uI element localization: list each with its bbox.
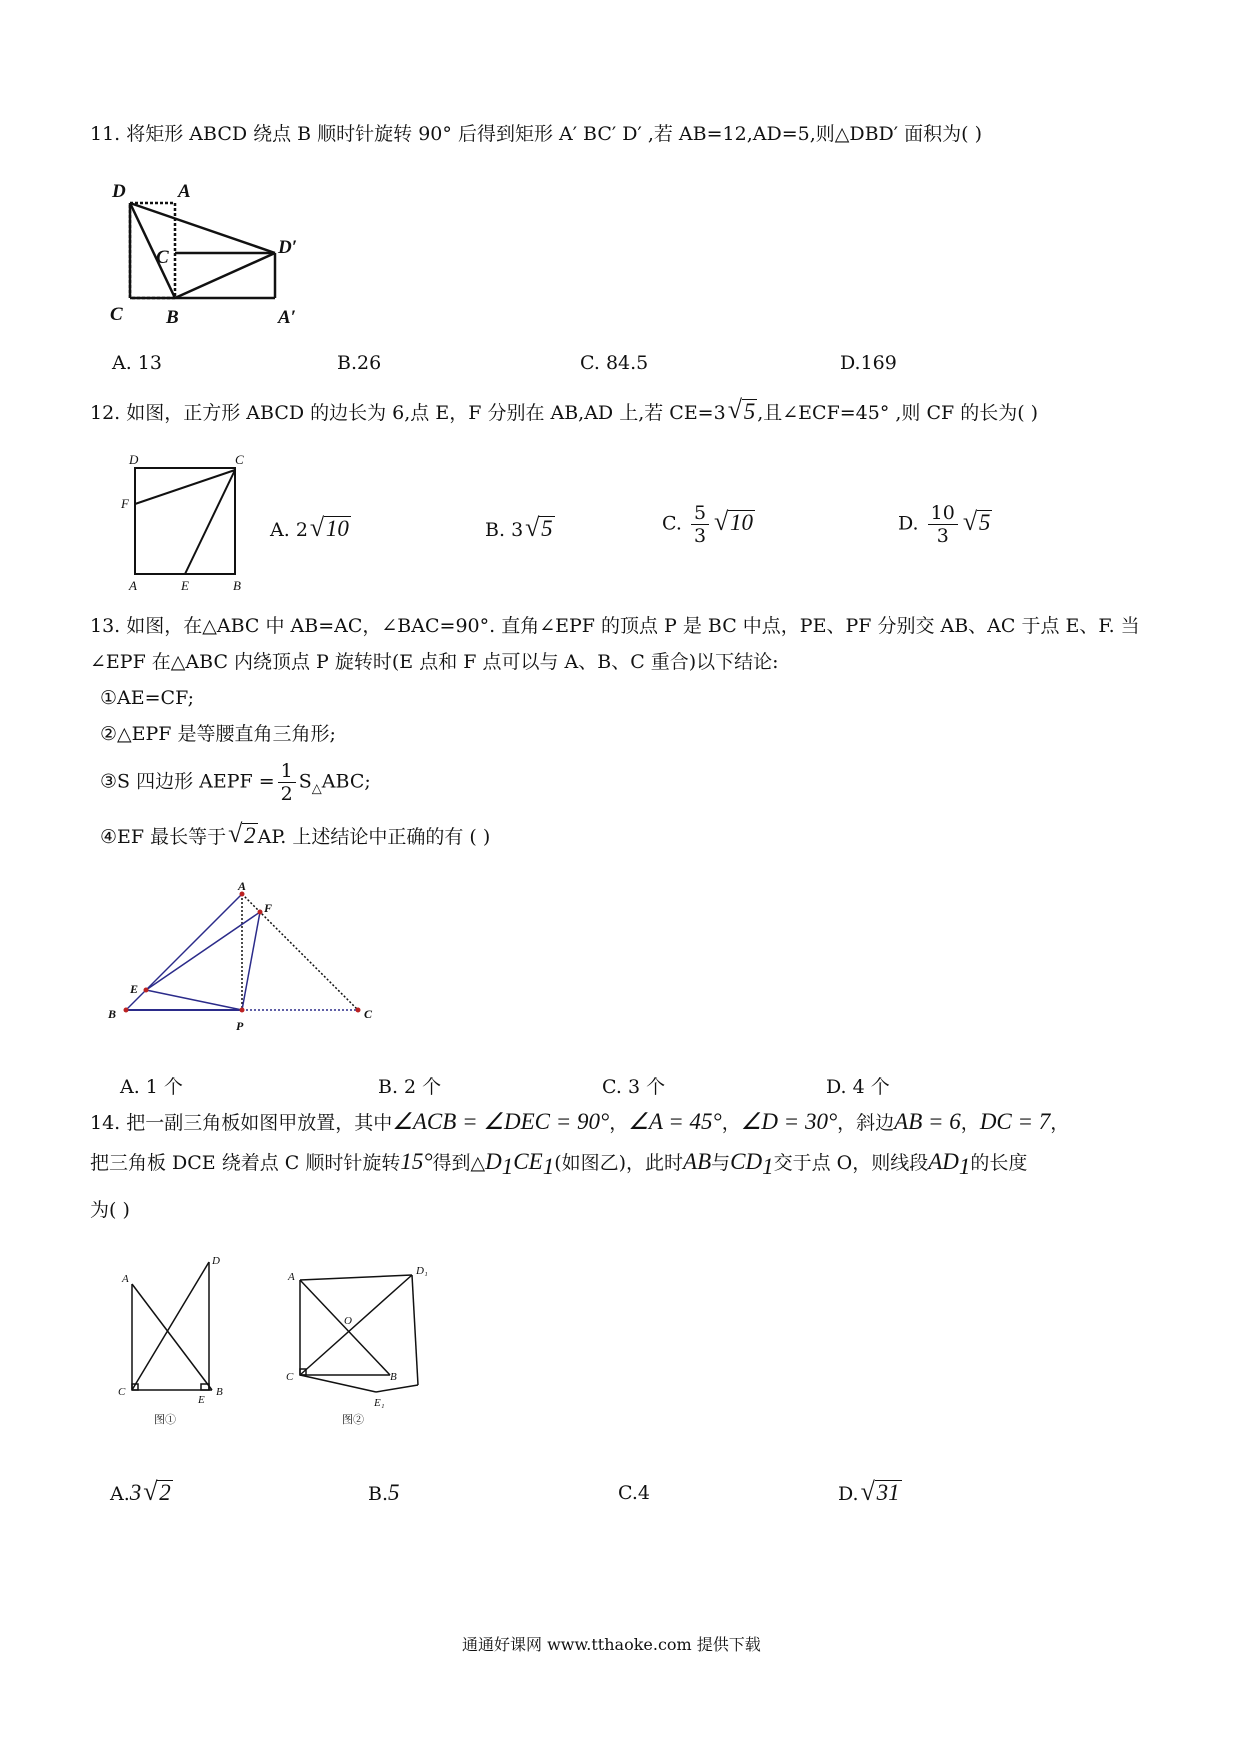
- q11-option-d[interactable]: D.169: [840, 352, 897, 374]
- q13-c3-pre: ③S 四边形 AEPF =: [100, 770, 275, 793]
- q12-label-D: D: [129, 452, 139, 467]
- q11-label-A: A: [178, 181, 191, 202]
- q14-option-c[interactable]: C.4: [618, 1482, 650, 1504]
- q14-l2-d: 交于点 O，则线段: [773, 1152, 929, 1174]
- q14-fig1-label-C: C: [118, 1386, 126, 1398]
- page-footer: 通通好课网 www.tthaoke.com 提供下载: [462, 1635, 761, 1654]
- q12-option-b-rad: 5: [541, 516, 553, 541]
- q11-label-B: B: [166, 307, 179, 328]
- q12-option-a-rad: 10: [325, 516, 349, 541]
- q14-fig1-label-E: E: [198, 1394, 205, 1406]
- q13-figure: [100, 880, 390, 1040]
- q14-l1-ab: AB = 6: [894, 1109, 961, 1134]
- q13-c4-post: AP. 上述结论中正确的有 ( ): [257, 826, 491, 848]
- q14-fig2-label-C: C: [286, 1371, 294, 1383]
- q12-label-F: F: [121, 496, 129, 511]
- q14-fig2-label-D1: D₁: [416, 1265, 428, 1277]
- q12-option-c-rad: 10: [730, 509, 754, 535]
- q13-option-b[interactable]: B. 2 个: [378, 1076, 442, 1098]
- q14-option-d-sqrt: √ 31: [860, 1477, 900, 1506]
- q12-option-b-coef: 3: [511, 519, 524, 541]
- q13-conclusion-1: ①AE=CF;: [100, 687, 194, 709]
- q13-c3-num: 1: [278, 760, 296, 783]
- q12-option-d-num: 10: [928, 502, 958, 525]
- q12-option-b[interactable]: [485, 513, 555, 542]
- q12-option-c-fraction: [691, 502, 709, 547]
- q14-l2-deg: 15°: [400, 1149, 433, 1174]
- q12-option-d-rad: 5: [978, 509, 991, 535]
- q12-option-a[interactable]: [270, 513, 351, 542]
- q13-label-C: C: [364, 1007, 373, 1021]
- q12-stem-part2: ,且∠ECF=45° ,则 CF 的长为( ): [757, 402, 1039, 424]
- q12-option-c-label: C.: [662, 512, 682, 535]
- q13-option-c[interactable]: C. 3 个: [602, 1076, 666, 1098]
- q11-stem: 11. 将矩形 ABCD 绕点 B 顺时针旋转 90° 后得到矩形 A′ BC′ D′ ,若 AB=12,AD=5,则△DBD′ 面积为( ): [90, 123, 983, 145]
- q14-option-b-val: 5: [388, 1480, 400, 1505]
- q14-l2-tri-sub2: 1: [542, 1153, 555, 1179]
- q12-option-d-label: D.: [898, 512, 919, 535]
- q13-c3-sub: △: [311, 781, 322, 797]
- q14-fig1-label-D: D: [212, 1255, 220, 1267]
- q13-c3-s: S: [298, 770, 312, 793]
- q13-conclusion-2: ②△EPF 是等腰直角三角形;: [100, 723, 336, 745]
- q13-c4-rad: 2: [244, 823, 256, 848]
- q14-l2-tri-ce: CE: [513, 1149, 543, 1174]
- q12-figure: [115, 450, 255, 595]
- q14-stem-line2: [90, 1148, 1027, 1181]
- q14-l2-cd-sub: 1: [762, 1153, 774, 1179]
- q14-figure-2: [282, 1250, 442, 1430]
- q12-stem: [90, 395, 1039, 427]
- q12-label-C: C: [235, 452, 244, 467]
- q13-c3-fraction: [278, 760, 296, 805]
- q12-sqrt-arg: 5: [743, 399, 756, 424]
- q14-fig2-caption: 图②: [342, 1414, 364, 1426]
- q14-comma-3: ，: [960, 1112, 980, 1134]
- q14-fig2-label-O: O: [344, 1315, 352, 1327]
- q14-l2-tri-d: D: [485, 1149, 502, 1174]
- q11-option-a[interactable]: A. 13: [112, 352, 162, 374]
- q14-l2-cd: CD: [730, 1149, 763, 1174]
- q12-option-c-sqrt: √ 10: [714, 506, 754, 536]
- q14-option-a-sqrt: √ 2: [143, 1477, 171, 1506]
- q12-option-b-label: B.: [485, 519, 506, 541]
- q13-stem-line2: ∠EPF 在△ABC 内绕顶点 P 旋转时(E 点和 F 点可以与 A、B、C 重合)以下结论:: [90, 651, 779, 673]
- q14-l2-ad-sub: 1: [958, 1153, 971, 1179]
- q13-conclusion-4: [100, 819, 491, 851]
- q13-label-P: P: [236, 1019, 244, 1033]
- q14-stem-line1: [90, 1108, 1069, 1137]
- q14-option-a-label: A.: [110, 1483, 130, 1505]
- q14-fig2-label-E1: E₁: [374, 1397, 385, 1409]
- q12-stem-part1: 12. 如图，正方形 ABCD 的边长为 6,点 E，F 分别在 AB,AD 上,若 CE=3: [90, 402, 726, 424]
- q14-fig1-label-A: A: [122, 1273, 129, 1285]
- q14-l1-angle-a: ∠A = 45°: [628, 1109, 722, 1134]
- q12-option-d-fraction: [928, 502, 958, 547]
- q12-label-E: E: [181, 578, 189, 593]
- q12-option-d[interactable]: [898, 502, 992, 547]
- q14-l1-mid: ，斜边: [837, 1112, 895, 1134]
- q12-option-c-num: 5: [691, 502, 709, 525]
- q14-option-b-label: B.: [368, 1483, 389, 1505]
- q14-l2-tri-sub1: 1: [501, 1153, 514, 1179]
- q13-c3-end: ABC;: [321, 770, 371, 793]
- q13-stem-line1: 13. 如图，在△ABC 中 AB=AC，∠BAC=90°. 直角∠EPF 的顶点 P 是 BC 中点，PE、PF 分别交 AB、AC 于点 E、F. 当: [90, 615, 1140, 637]
- q13-conclusion-3: [100, 760, 371, 805]
- q12-option-a-sqrt: √ 10: [309, 513, 349, 542]
- q14-fig1-label-B: B: [216, 1386, 223, 1398]
- q13-label-F: F: [264, 901, 273, 915]
- q12-sqrt: √ 5: [727, 395, 756, 424]
- q14-l1-angle-d: ∠D = 30°: [740, 1109, 838, 1134]
- q11-label-D: D: [112, 181, 126, 202]
- q14-fig2-label-B: B: [390, 1371, 397, 1383]
- q14-option-d[interactable]: [838, 1477, 902, 1506]
- q13-c3-den: 2: [280, 783, 293, 805]
- q14-option-a[interactable]: [110, 1477, 173, 1506]
- q11-label-C: C: [110, 304, 123, 325]
- q14-option-b[interactable]: [368, 1480, 400, 1506]
- q14-option-d-label: D.: [838, 1483, 859, 1505]
- q14-option-a-rad: 2: [159, 1480, 171, 1505]
- q12-option-d-den: 3: [936, 525, 949, 547]
- q14-l2-ab: AB: [683, 1149, 712, 1174]
- q12-label-B: B: [233, 578, 241, 593]
- q13-option-a[interactable]: A. 1 个: [120, 1076, 183, 1098]
- q14-l2-e: 的长度: [970, 1152, 1028, 1174]
- q14-l1-pre: 14. 把一副三角板如图甲放置，其中: [90, 1112, 393, 1134]
- q14-fig1-caption: 图①: [154, 1414, 176, 1426]
- q13-option-d[interactable]: D. 4 个: [826, 1076, 890, 1098]
- q11-option-c[interactable]: C. 84.5: [580, 352, 649, 374]
- q13-c4-sqrt: √ 2: [228, 819, 256, 848]
- q14-option-d-rad: 31: [876, 1480, 900, 1505]
- q11-option-b[interactable]: B.26: [337, 352, 382, 374]
- q12-option-d-sqrt: √ 5: [962, 506, 991, 536]
- q13-label-E: E: [130, 982, 139, 996]
- q14-stem-line3: 为( ): [90, 1199, 130, 1221]
- q14-l2-b: (如图乙)，此时: [554, 1152, 684, 1174]
- q13-c4-pre: ④EF 最长等于: [100, 826, 227, 848]
- q14-l2-c: 与: [711, 1152, 731, 1174]
- q11-label-Aprime: A′: [278, 307, 297, 328]
- q13-label-A: A: [238, 880, 247, 893]
- q11-figure: [100, 170, 310, 330]
- q14-l1-dc: DC = 7: [979, 1109, 1051, 1134]
- q11-label-C-mid: C: [156, 247, 169, 268]
- q12-option-a-coef: 2: [295, 519, 308, 541]
- q12-label-A: A: [129, 578, 137, 593]
- q14-l2-ad: AD: [928, 1149, 959, 1174]
- q14-l2-a: 得到△: [432, 1152, 486, 1174]
- q12-option-c[interactable]: [662, 502, 755, 547]
- q14-comma-2: ，: [721, 1112, 741, 1134]
- q14-comma-1: ，: [609, 1112, 629, 1134]
- q13-label-B: B: [108, 1007, 117, 1021]
- q12-option-a-label: A.: [270, 519, 290, 541]
- q14-option-a-coef: 3: [129, 1480, 142, 1505]
- q14-l2-pre: 把三角板 DCE 绕着点 C 顺时针旋转: [90, 1152, 401, 1174]
- q12-option-b-sqrt: √ 5: [525, 513, 553, 542]
- q14-figure-1: [110, 1250, 250, 1430]
- q14-fig2-label-A: A: [288, 1271, 295, 1283]
- q14-l1-angles: ∠ACB = ∠DEC = 90°: [392, 1109, 610, 1134]
- q14-comma-4: ，: [1050, 1112, 1070, 1134]
- q12-option-c-den: 3: [693, 525, 707, 547]
- q11-label-Dprime: D′: [278, 237, 298, 258]
